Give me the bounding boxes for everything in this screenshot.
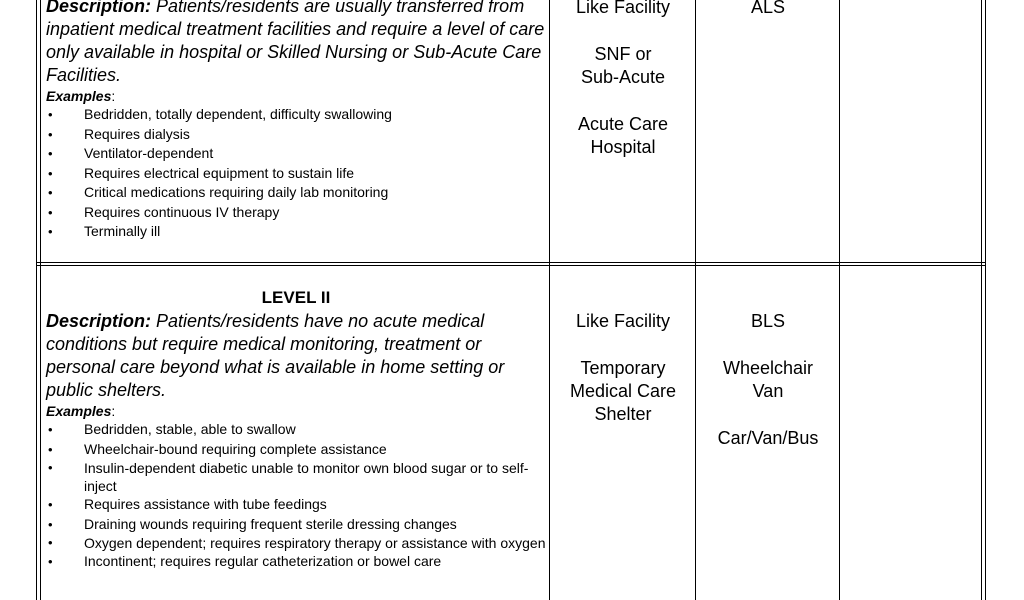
list-item: • Requires assistance with tube feedings [46,495,546,515]
level-1-destination-cell [553,0,693,159]
level-1-description [46,0,546,87]
list-item: • Oxygen dependent; requires respiratory therapy or assistance with oxygen [46,534,546,552]
row-divider-top [36,262,986,263]
level-1-transport-cell [698,0,838,19]
description-lead: Description: [46,0,152,16]
level-2-destination-cell [553,310,693,426]
description-text: Patients/residents have no acute medical conditions but require medical monitoring, treatment or personal care beyond what is available in home setting or public shelters. [46,311,505,400]
level-2-description-cell [46,288,546,572]
list-item: • Wheelchair-bound requiring complete assistance [46,440,546,460]
list-item: • Bedridden, totally dependent, difficulty swallowing [46,105,546,125]
list-item: • Insulin-dependent diabetic unable to monitor own blood sugar or to self-inject [46,459,546,495]
examples-label: Examples: [46,88,116,104]
level-1-examples-list [46,105,546,242]
list-item: • Requires electrical equipment to sustain life [46,164,546,184]
destination-item: Temporary Medical Care Shelter [569,358,677,424]
list-item: • Requires continuous IV therapy [46,203,546,223]
list-item: • Draining wounds requiring frequent sterile dressing changes [46,515,546,535]
list-item: • Critical medications requiring daily lab monitoring [46,183,546,203]
list-item: • Requires dialysis [46,125,546,145]
transport-item: ALS [750,0,786,17]
destination-item: Like Facility [575,311,671,331]
examples-label: Examples: [46,403,116,419]
description-lead: Description: [46,311,152,331]
level-2-description [46,310,546,402]
level-2-transport-cell [698,310,838,450]
level-1-row [0,0,1024,262]
level-1-description-cell [46,0,546,242]
list-item: • Terminally ill [46,222,546,242]
list-item: • Ventilator-dependent [46,144,546,164]
destination-item: Like Facility [575,0,671,17]
level-2-examples-list [46,420,546,572]
level-title: LEVEL II [261,288,331,307]
list-item: • Incontinent; requires regular catheterization or bowel care [46,552,546,572]
destination-item: Acute Care Hospital [577,114,669,157]
transport-item: Wheelchair Van [722,358,814,401]
list-item: • Bedridden, stable, able to swallow [46,420,546,440]
transport-item: Car/Van/Bus [717,428,819,448]
destination-item: SNF or Sub-Acute [580,44,666,87]
description-text: Patients/residents are usually transferred from inpatient medical treatment facilities and require a level of care only available in hospital or Skilled Nursing or Sub-Acute Care Facilities. [46,0,545,85]
level-2-row [0,266,1024,600]
transport-item: BLS [750,311,786,331]
